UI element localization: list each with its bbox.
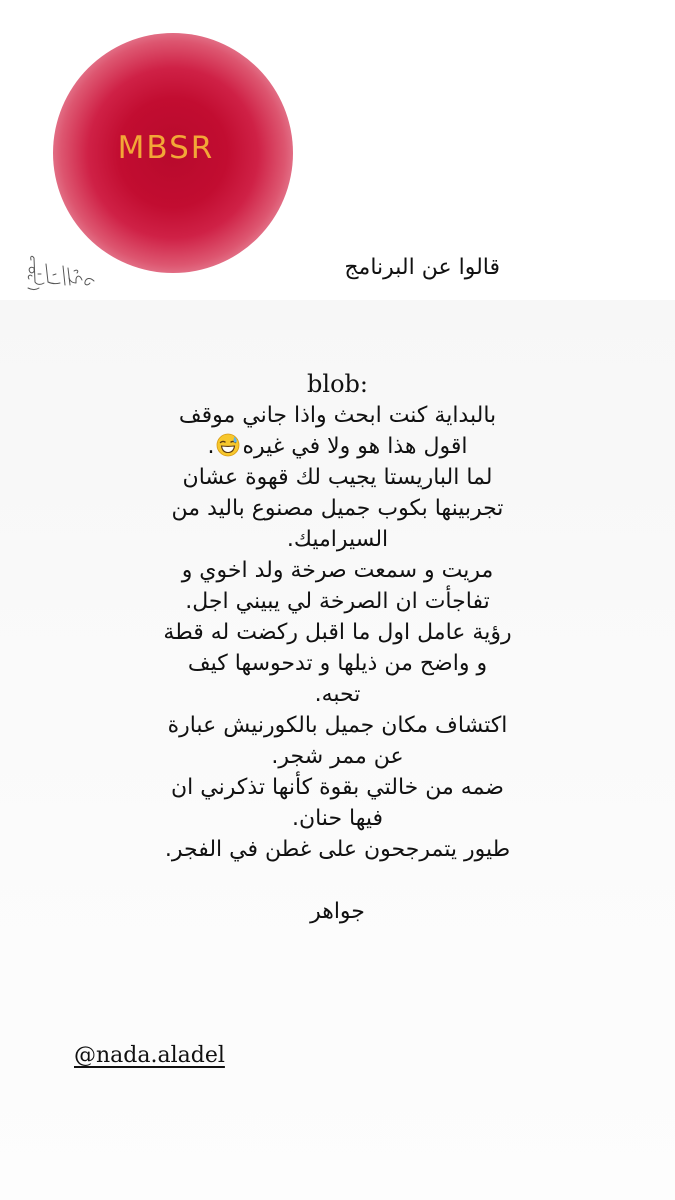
testimonial-text bbox=[55, 369, 620, 927]
mbsr-logo bbox=[53, 33, 293, 273]
grinning-face-with-sweat-icon bbox=[216, 433, 240, 457]
text-line: اقول هذا هو ولا في غيره bbox=[242, 434, 468, 459]
text-line: عن ممر شجر. bbox=[271, 744, 404, 769]
text-line: اكتشاف مكان جميل بالكورنيش عبارة bbox=[167, 713, 508, 738]
text-line: تجربينها بكوب جميل مصنوع باليد من bbox=[171, 496, 504, 521]
account-mention-link[interactable]: @nada.aladel bbox=[74, 1043, 225, 1068]
text-line: طيور يتمرجحون على غطن في الفجر. bbox=[164, 837, 511, 862]
text-line: بالبداية كنت ابحث واذا جاني موقف bbox=[178, 403, 497, 428]
text-line-with-emoji: اقول هذا هو ولا في غيره. bbox=[207, 434, 468, 459]
text-line: فيها حنان. bbox=[291, 806, 384, 831]
text-line: مريت و سمعت صرخة ولد اخوي و bbox=[181, 558, 494, 583]
text-line: ضمه من خالتي بقوة كأنها تذكرني ان bbox=[171, 775, 504, 800]
text-line: لما الباريستا يجيب لك قهوة عشان bbox=[182, 465, 493, 490]
text-line: و واضح من ذيلها و تدحوسها كيف bbox=[187, 651, 488, 676]
author-signature: جواهر bbox=[310, 899, 365, 924]
page-heading: قالوا عن البرنامج bbox=[344, 255, 500, 280]
text-line: السيراميك. bbox=[286, 527, 389, 552]
line-spacer bbox=[55, 865, 620, 896]
text-line: تفاجأت ان الصرخة لي يبيني اجل. bbox=[185, 589, 490, 614]
text-line: رؤية عامل اول ما اقبل ركضت له قطة bbox=[163, 620, 512, 645]
blob-label: blob: bbox=[307, 370, 368, 398]
text-line: تحبه. bbox=[314, 682, 361, 707]
logo-text: MBSR bbox=[117, 130, 215, 166]
handwritten-signature bbox=[24, 244, 96, 294]
